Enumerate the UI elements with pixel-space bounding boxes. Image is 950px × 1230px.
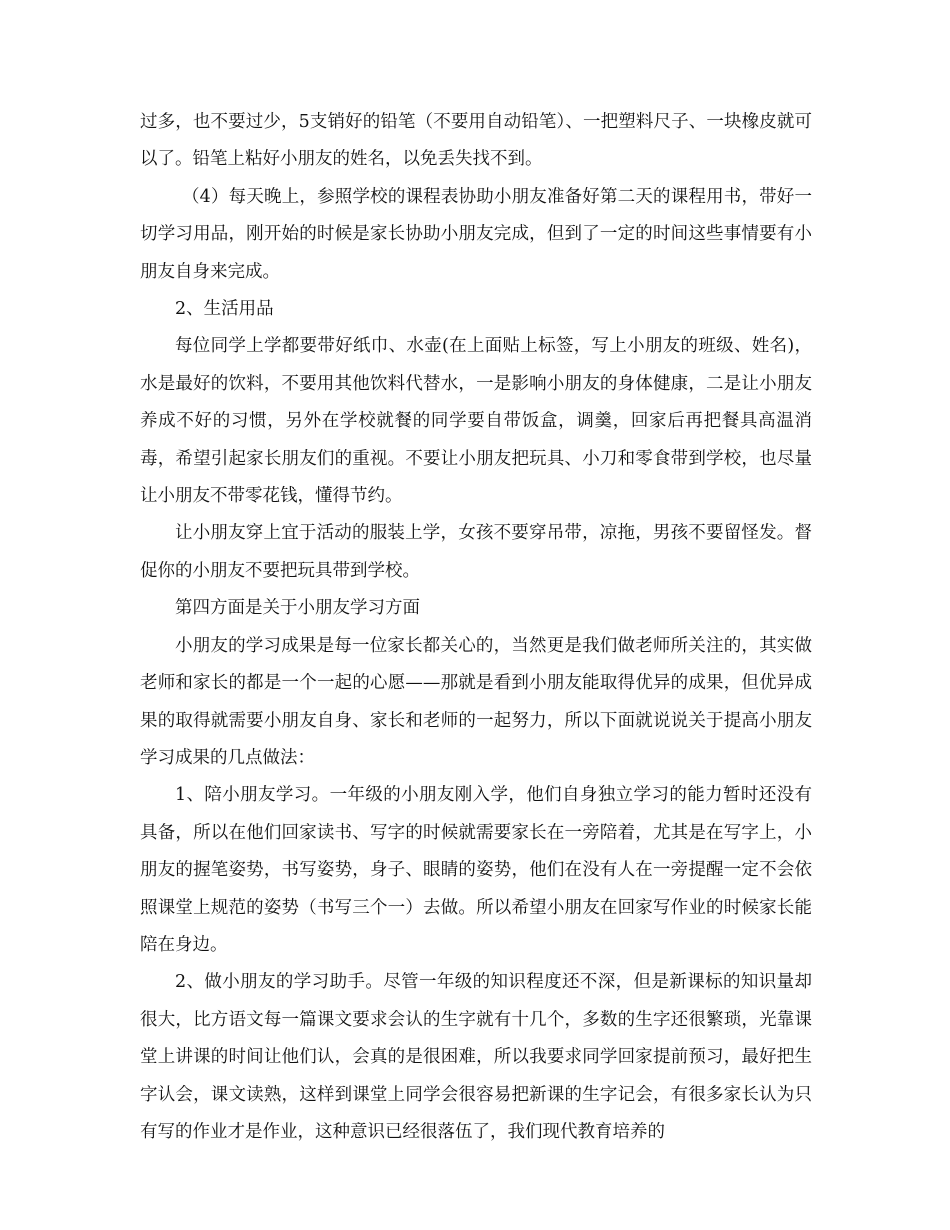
section-heading-daily-items: 2、生活用品 [175,299,274,320]
paragraph-item-4-evening-prep: （4）每天晚上，参照学校的课程表协助小朋友准备好第二天的课程用书，带好一切学习用品，刚开始的时候是家长协助小朋友完成，但到了一定的时间这些事情要有小朋友自身来完成。 [140,186,812,282]
paragraph-continuation-supplies: 过多，也不要过少，5支销好的铅笔（不要用自动铅笔）、一把塑料尺子、一块橡皮就可以了。铅笔上粘好小朋友的姓名，以免丢失找不到。 [140,112,812,170]
section-heading-part-four: 第四方面是关于小朋友学习方面 [175,598,420,619]
document-body [140,104,812,1151]
paragraph-study-intro: 小朋友的学习成果是每一位家长都关心的，当然更是我们做老师所关注的，其实做老师和家长的都是一个一起的心愿——那就是看到小朋友能取得优异的成果，但优异成果的取得就需要小朋友自身、家长和老师的一起努力，所以下面就说说关于提高小朋友学习成果的几点做法： [140,635,812,768]
paragraph-accompany-study: 1、陪小朋友学习。一年级的小朋友刚入学，他们自身独立学习的能力暂时还没有具备，所以在他们回家读书、写字的时候就需要家长在一旁陪着，尤其是在写字上，小朋友的握笔姿势，书写姿势，身子、眼睛的姿势，他们在没有人在一旁提醒一定不会依照课堂上规范的姿势（书写三个一）去做。所以希望小朋友在回家写作业的时候家长能陪在身边。 [140,785,812,955]
paragraph-clothing: 让小朋友穿上宜于活动的服装上学，女孩不要穿吊带，凉拖，男孩不要留怪发。督促你的小朋友不要把玩具带到学校。 [140,523,812,581]
paragraph-daily-items: 每位同学上学都要带好纸巾、水壶(在上面贴上标签，写上小朋友的班级、姓名)，水是最好的饮料，不要用其他饮料代替水，一是影响小朋友的身体健康，二是让小朋友养成不好的习惯，另外在学校就餐的同学要自带饭盒，调羹，回家后再把餐具高温消毒，希望引起家长朋友们的重视。不要让小朋友把玩具、小刀和零食带到学校，也尽量让小朋友不带零花钱，懂得节约。 [140,336,812,507]
paragraph-study-helper: 2、做小朋友的学习助手。尽管一年级的知识程度还不深，但是新课标的知识量却很大，比方语文每一篇课文要求会认的生字就有十几个，多数的生字还很繁琐，光靠课堂上讲课的时间让他们认，会真的是很困难，所以我要求同学回家提前预习，最好把生字认会，课文读熟，这样到课堂上同学会很容易把新课的生字记会，有很多家长认为只有写的作业才是作业，这种意识已经很落伍了，我们现代教育培养的 [140,972,812,1142]
